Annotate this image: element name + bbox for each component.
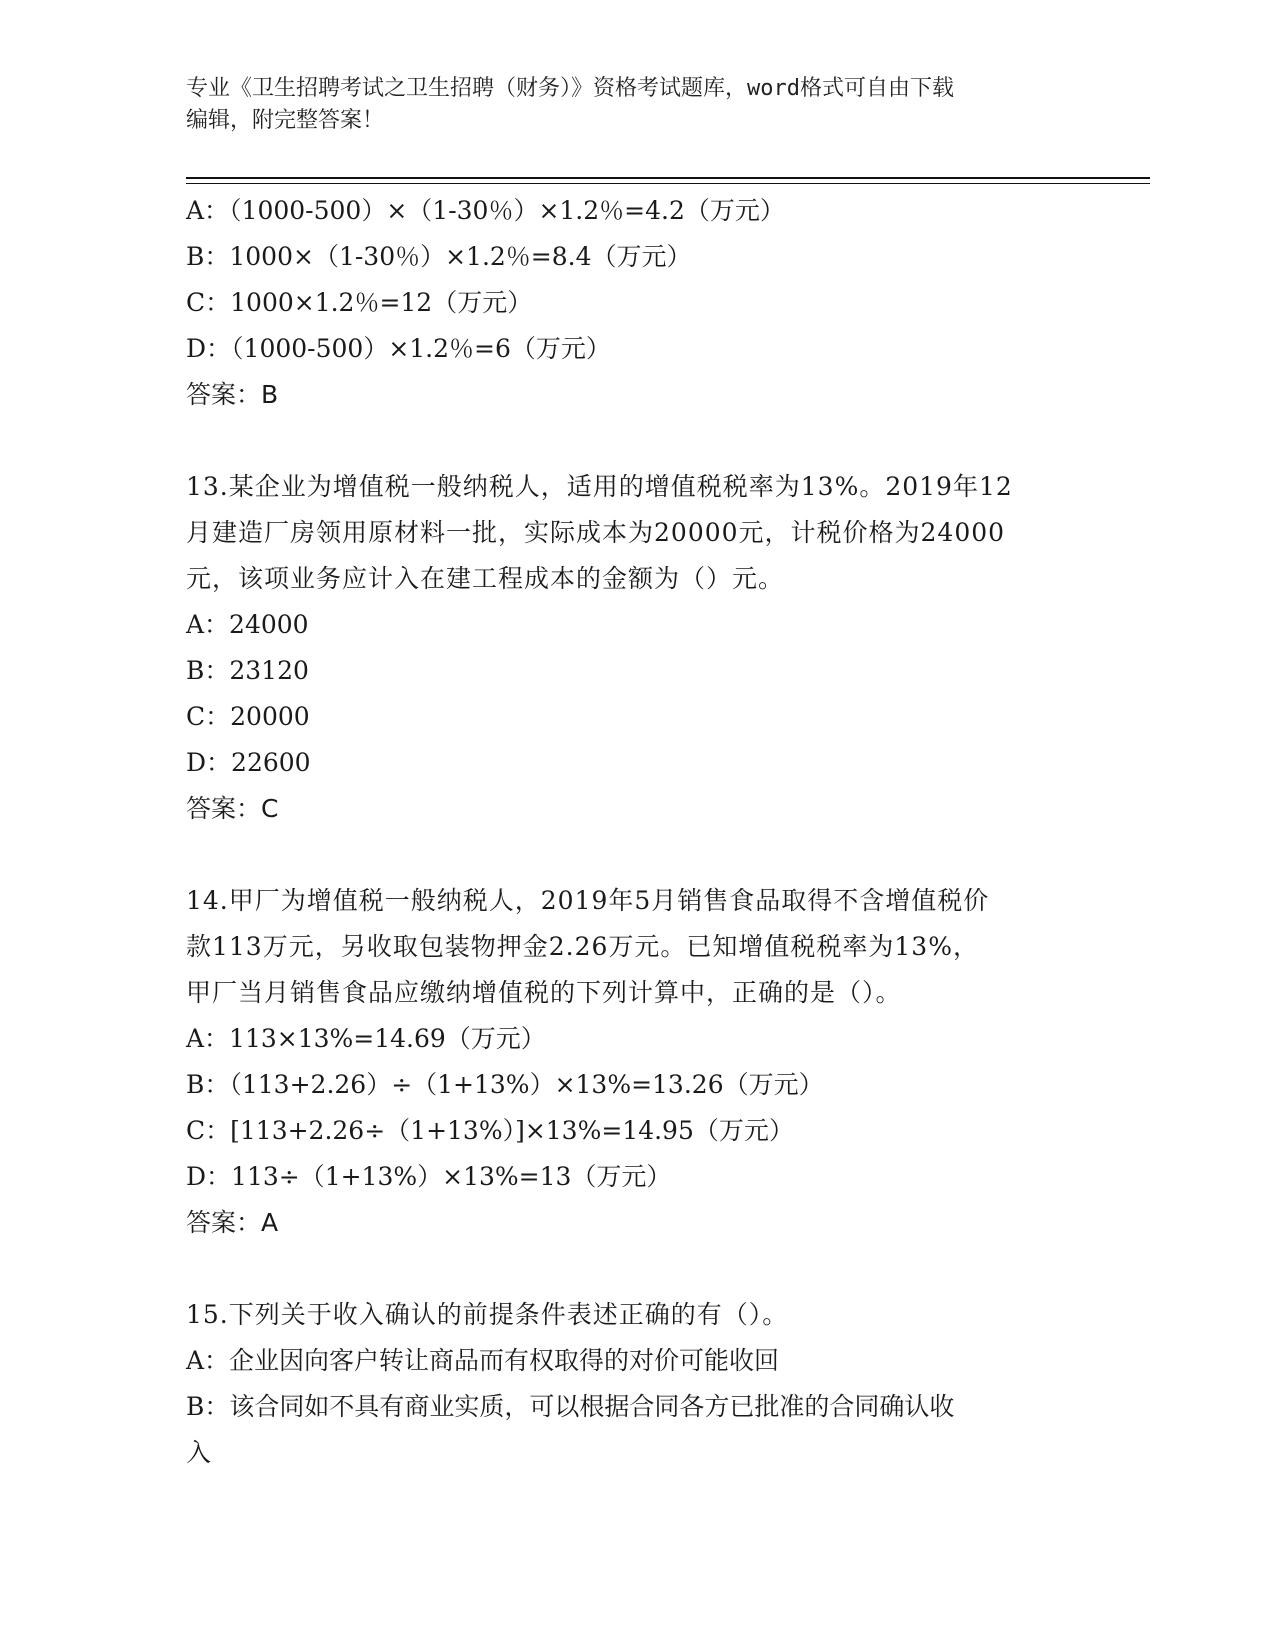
question-text-line: 元，该项业务应计入在建工程成本的金额为（）元。 — [186, 564, 785, 593]
header-line-1: 专业《卫生招聘考试之卫生招聘（财务）》资格考试题库，word格式可自由下载 — [186, 76, 954, 101]
question-12 — [186, 188, 1086, 418]
answer-line: 答案：B — [186, 380, 279, 409]
question-list — [186, 188, 1086, 1476]
option-b: B：（113+2.26）÷（1+13%）×13%=13.26（万元） — [186, 1070, 824, 1099]
option-a: A：（1000-500）×（1-30％）×1.2％=4.2（万元） — [186, 196, 785, 225]
question-text-line: 月建造厂房领用原材料一批，实际成本为20000元，计税价格为24000 — [186, 518, 1006, 547]
question-text-line: 甲厂当月销售食品应缴纳增值税的下列计算中，正确的是（）。 — [186, 978, 902, 1007]
option-c: C：1000×1.2％=12（万元） — [186, 288, 533, 317]
option-d: D：（1000-500）×1.2％=6（万元） — [186, 334, 611, 363]
option-c: C：20000 — [186, 702, 310, 731]
answer-line: 答案：C — [186, 794, 279, 823]
option-d: D：22600 — [186, 748, 311, 777]
spacer — [186, 832, 1086, 878]
option-c: C：[113+2.26÷（1+13%）]×13%=14.95（万元） — [186, 1116, 794, 1145]
question-text-line: 15.下列关于收入确认的前提条件表述正确的有（）。 — [186, 1300, 789, 1329]
question-text-line: 款113万元，另收取包装物押金2.26万元。已知增值税税率为13%， — [186, 932, 979, 961]
question-text-line: 14.甲厂为增值税一般纳税人，2019年5月销售食品取得不含增值税价 — [186, 886, 990, 915]
question-text-line: 13.某企业为增值税一般纳税人，适用的增值税税率为13%。2019年12 — [186, 472, 1013, 501]
option-d: D：113÷（1+13%）×13%=13（万元） — [186, 1162, 672, 1191]
option-a: A：113×13%=14.69（万元） — [186, 1024, 546, 1053]
question-15 — [186, 1292, 1086, 1476]
spacer — [186, 418, 1086, 464]
spacer — [186, 1246, 1086, 1292]
option-b: B：1000×（1-30％）×1.2％=8.4（万元） — [186, 242, 692, 271]
answer-line: 答案：A — [186, 1208, 279, 1237]
question-13 — [186, 464, 1086, 832]
header-line-2: 编辑，附完整答案！ — [186, 108, 385, 133]
option-b: B：23120 — [186, 656, 309, 685]
question-14 — [186, 878, 1086, 1246]
option-a: A：24000 — [186, 610, 309, 639]
option-b: B：该合同如不具有商业实质，可以根据合同各方已批准的合同确认收 — [186, 1392, 955, 1421]
header-divider-thin — [186, 183, 1150, 184]
document-header — [186, 73, 1086, 137]
option-b-continued: 入 — [186, 1438, 212, 1467]
option-a: A：企业因向客户转让商品而有权取得的对价可能收回 — [186, 1346, 780, 1375]
header-divider-thick — [186, 177, 1150, 179]
